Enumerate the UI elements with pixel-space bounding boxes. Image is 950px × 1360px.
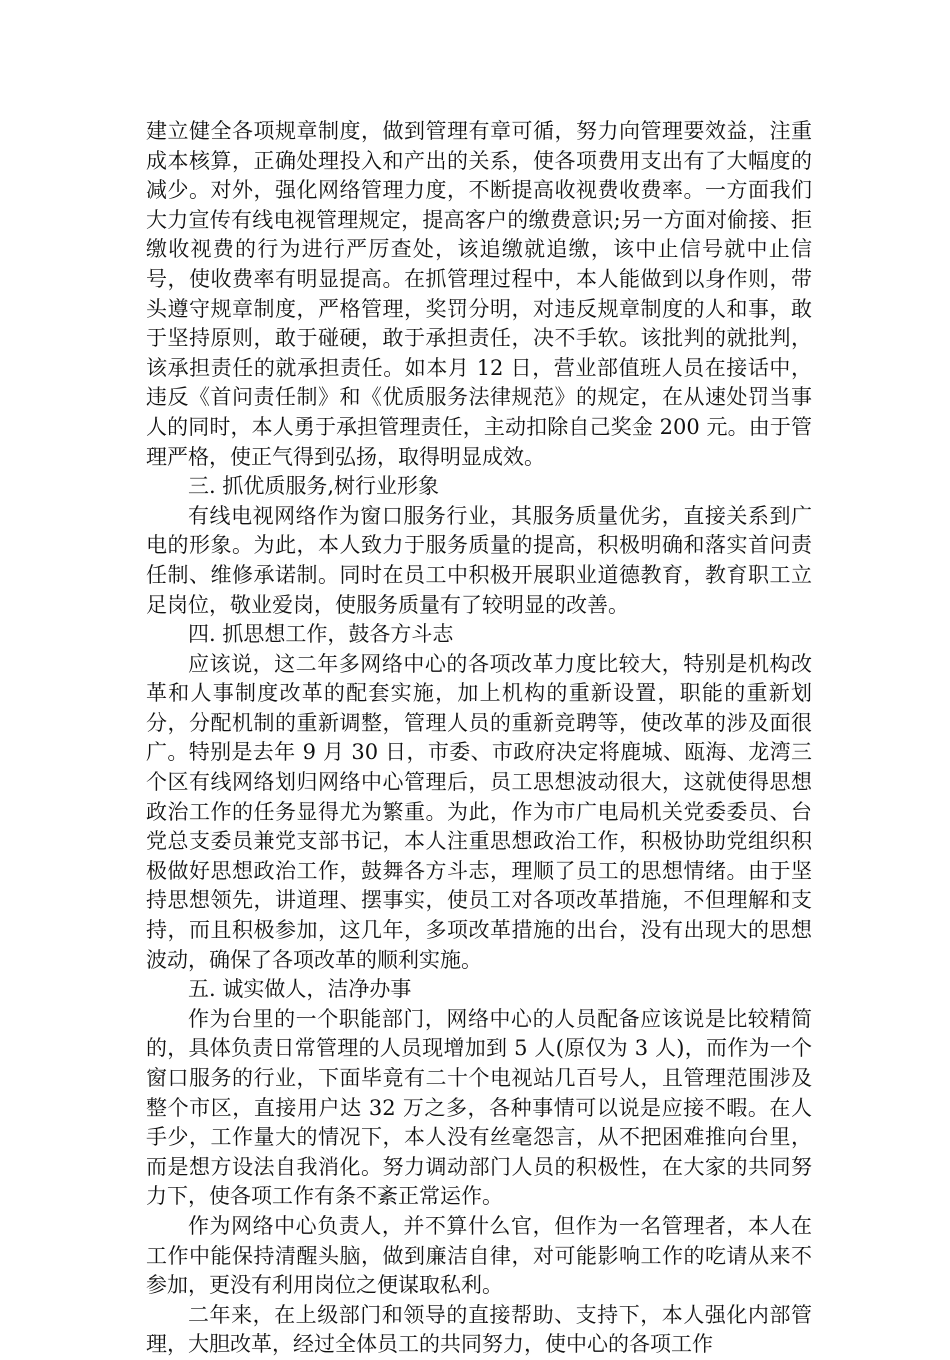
section-heading-3: 三. 抓优质服务,树行业形象 [188,474,440,499]
section-heading-5: 五. 诚实做人，洁净办事 [188,977,412,1002]
paragraph-management: 建立健全各项规章制度，做到管理有章可循，努力向管理要效益，注重成本核算，正确处理投入和产出的关系，使各项费用支出有了大幅度的减少。对外，强化网络管理力度，不断提高收视费收费率。一方面我们大力宣传有线电视管理规定，提高客户的缴费意识;另一方面对偷接、拒缴收视费的行为进行严厉查处，该追缴就追缴，该中止信号就中止信号，使收费率有明显提高。在抓管理过程中，本人能做到以身作则，带头遵守规章制度，严格管理，奖罚分明，对违反规章制度的人和事，敢于坚持原则，敢于碰硬，敢于承担责任，决不手软。该批判的就批判，该承担责任的就承担责任。如本月 12 日，营业部值班人员在接话中，违反《首问责任制》和《优质服务法律规范》的规定，在从速处罚当事人的同时，本人勇于承担管理责任，主动扣除自己奖金 200 元。由于管理严格，使正气得到弘扬，取得明显成效。 [146,119,812,469]
document-body [146,117,812,1360]
paragraph-ideology: 应该说，这二年多网络中心的各项改革力度比较大，特别是机构改革和人事制度改革的配套实施，加上机构的重新设置，职能的重新划分，分配机制的重新调整，管理人员的重新竞聘等，使改革的涉及面很广。特别是去年 9 月 30 日，市委、市政府决定将鹿城、瓯海、龙湾三个区有线网络划归网络中心管理后，员工思想波动很大，这就使得思想政治工作的任务显得尤为繁重。为此，作为市广电局机关党委委员、台党总支委员兼党支部书记，本人注重思想政治工作，积极协助党组织积极做好思想政治工作，鼓舞各方斗志，理顺了员工的思想情绪。由于坚持思想领先，讲道理、摆事实，使员工对各项改革措施，不但理解和支持，而且积极参加，这几年，多项改革措施的出台，没有出现大的思想波动，确保了各项改革的顺利实施。 [146,651,812,972]
paragraph-summary: 二年来，在上级部门和领导的直接帮助、支持下，本人强化内部管理，大胆改革，经过全体员工的共同努力，使中心的各项工作 [146,1302,812,1357]
paragraph-staffing: 作为台里的一个职能部门，网络中心的人员配备应该说是比较精简的，具体负责日常管理的人员现增加到 5 人(原仅为 3 人)，而作为一个窗口服务的行业，下面毕竟有二十个电视站几百号人，且管理范围涉及整个市区，直接用户达 32 万之多，各种事情可以说是应接不暇。在人手少，工作量大的情况下，本人没有丝毫怨言，从不把困难推向台里，而是想方设法自我消化。努力调动部门人员的积极性，在大家的共同努力下，使各项工作有条不紊正常运作。 [146,1006,812,1209]
paragraph-integrity: 作为网络中心负责人，并不算什么官，但作为一名管理者，本人在工作中能保持清醒头脑，做到廉洁自律，对可能影响工作的吃请从来不参加，更没有利用岗位之便谋取私利。 [146,1213,812,1298]
paragraph-service: 有线电视网络作为窗口服务行业，其服务质量优劣，直接关系到广电的形象。为此，本人致力于服务质量的提高，积极明确和落实首问责任制、维修承诺制。同时在员工中积极开展职业道德教育，教育职工立足岗位，敬业爱岗，使服务质量有了较明显的改善。 [146,503,812,617]
section-heading-4: 四. 抓思想工作，鼓各方斗志 [188,622,454,647]
